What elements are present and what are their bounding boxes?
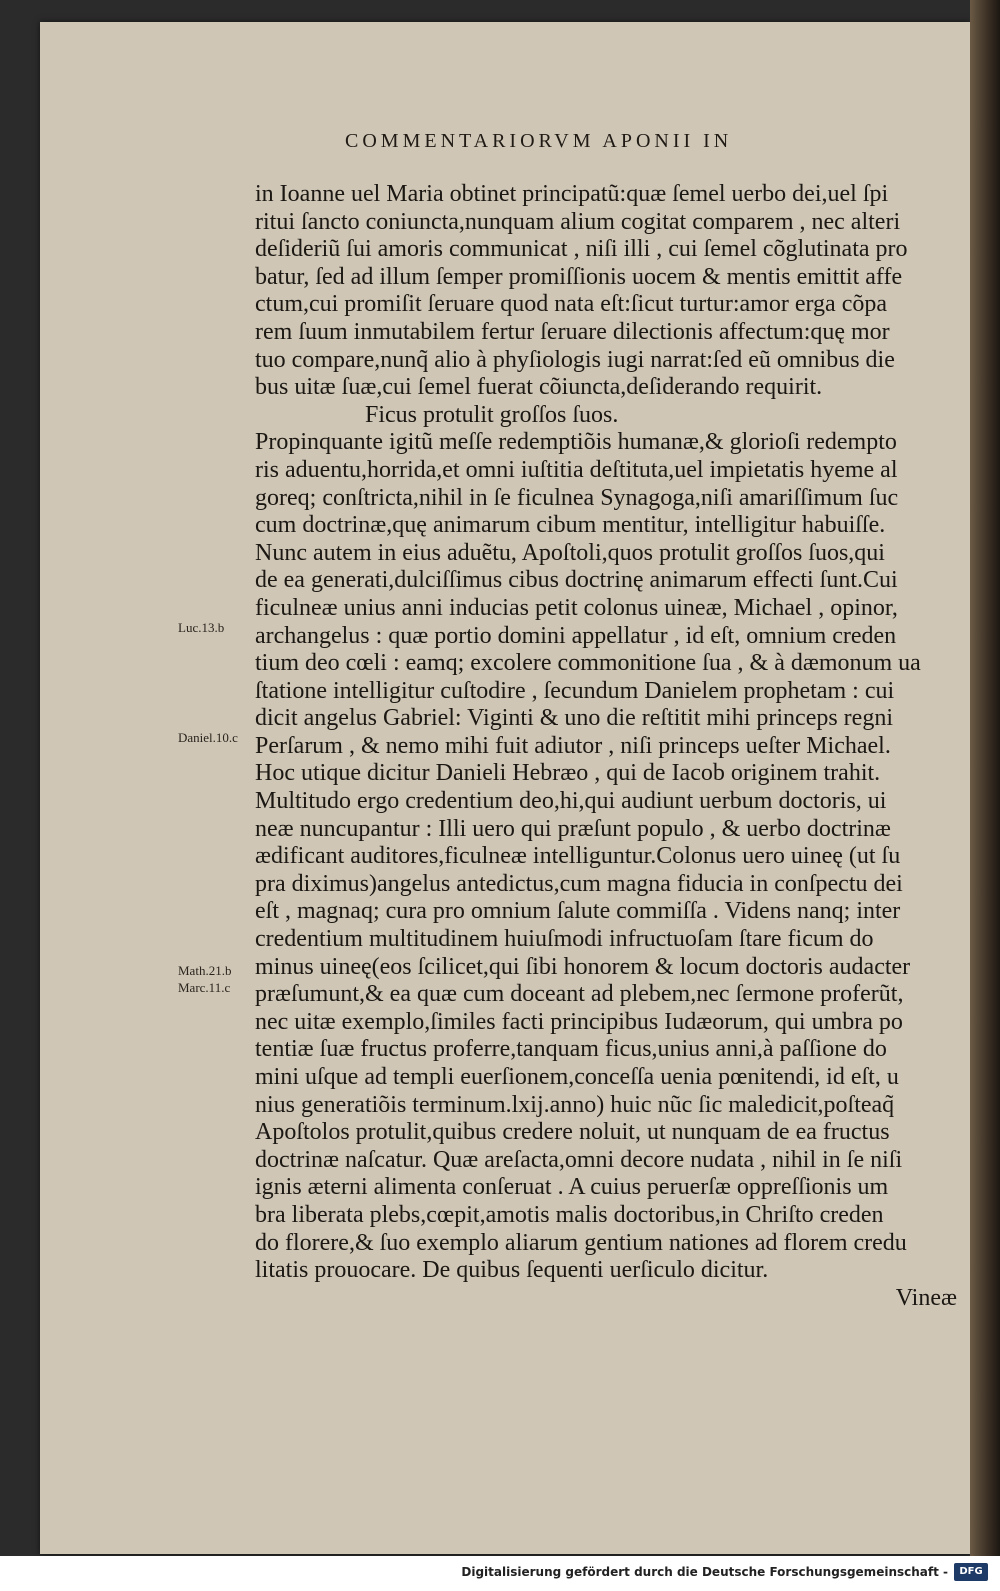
text-line: bra liberata plebs,cœpit,amotis malis doctoribus,in Chriſto creden — [255, 1201, 884, 1228]
text-line: ritui ſancto coniuncta,nunquam alium cogitat comparem , nec alteri — [255, 208, 901, 235]
text-line: Multitudo ergo credentium deo,hi,qui audiunt uerbum doctoris, ui — [255, 788, 887, 815]
text-line: præſumunt,& ea quæ cum doceant ad plebem,nec ſermone proferũt, — [255, 981, 904, 1008]
text-line: eſt , magnaq; cura pro omnium ſalute commiſſa . Videns nanq; inter — [255, 898, 901, 925]
footer-credit: Digitalisierung gefördert durch die Deutsche Forschungsgemeinschaft - — [461, 1565, 948, 1579]
margin-note-daniel: Daniel.10.c — [178, 730, 238, 745]
text-line: deſideriũ ſui amoris communicat , niſi illi , cui ſemel cõglutinata pro — [255, 236, 908, 263]
body-text — [255, 181, 967, 1312]
text-line: pra diximus)angelus antedictus,cum magna fiducia in conſpectu dei — [255, 870, 903, 897]
text-line: de ea generati,dulciſſimus cibus doctrinę animarum effecti ſunt.Cui — [255, 567, 898, 594]
text-line: bus uitæ ſuæ,cui ſemel fuerat cõiuncta,deſiderando requirit. — [255, 374, 823, 401]
text-line: ignis æterni alimenta conſeruat . A cuius peruerſæ oppreſſionis um — [255, 1174, 889, 1201]
text-line: dicit angelus Gabriel: Viginti & uno die reſtitit mihi princeps regni — [255, 705, 893, 732]
text-line: do florere,& ſuo exemplo aliarum gentium nationes ad florem credu — [255, 1229, 907, 1256]
text-line: Nunc autem in eius aduẽtu, Apoſtoli,quos protulit groſſos ſuos,qui — [255, 539, 885, 566]
text-line: batur, ſed ad illum ſemper promiſſionis uocem & mentis emittit affe — [255, 263, 903, 290]
margin-note-luke: Luc.13.b — [178, 620, 225, 635]
text-line: mini uſque ad templi euerſionem,conceſſa uenia pœnitendi, id eſt, u — [255, 1064, 899, 1090]
text-line: nec uitæ exemplo,ſimiles facti principibus Iudæorum, qui umbra po — [255, 1008, 903, 1035]
text-line: Perſarum , & nemo mihi fuit adiutor , niſi princeps ueſter Michael. — [255, 732, 891, 759]
text-line: goreq; conſtricta,nihil in ſe ficulnea Synagoga,niſi amariſſimum ſuc — [255, 484, 899, 511]
text-line: minus uineę(eos ſcilicet,qui ſibi honorem & locum doctoris audacter — [255, 953, 911, 980]
text-line: rem ſuum inmutabilem fertur ſeruare dilectionis affectum:quę mor — [255, 318, 890, 345]
text-line: tentiæ ſuæ fructus proferre,tanquam ficus,unius anni,à paſſione do — [255, 1036, 887, 1063]
text-line: nius generatiõis terminum.lxij.anno) huic nũc ſic maledicit,poſteaq̃ — [255, 1091, 895, 1118]
text-line: neæ nuncupantur : Illi uero qui præſunt populo , & uerbo doctrinæ — [255, 815, 891, 842]
text-line: ris aduentu,horrida,et omni iuſtitia deſtituta,uel impietatis hyeme al — [255, 456, 898, 483]
dfg-logo-icon: DFG — [954, 1563, 988, 1581]
text-line: ficulneæ unius anni inducias petit colonus uineæ, Michael , opinor, — [255, 594, 898, 621]
text-line: archangelus : quæ portio domini appellatur , id eſt, omnium creden — [255, 622, 897, 649]
text-line: in Ioanne uel Maria obtinet principatũ:quæ ſemel uerbo dei,uel ſpi — [255, 181, 889, 207]
section-heading: Ficus protulit groſſos ſuos. — [365, 401, 619, 428]
running-head: COMMENTARIORVM APONII IN — [345, 130, 733, 152]
text-line: credentium multitudinem huiuſmodi infructuoſam ſtare ficum do — [255, 926, 874, 953]
text-line: litatis prouocare. De quibus ſequenti uerſiculo dicitur. — [255, 1257, 769, 1284]
text-line: Propinquante igitũ meſſe redemptiõis humanæ,& glorioſi redempto — [255, 429, 897, 456]
margin-note-matthew: Math.21.b — [178, 963, 232, 978]
text-line: cum doctrinæ,quę animarum cibum mentitur, intelligitur habuiſſe. — [255, 512, 886, 539]
text-line: ctum,cui promiſit ſeruare quod nata eſt:ſicut turtur:amor erga cõpa — [255, 291, 888, 318]
text-line: Hoc utique dicitur Danieli Hebræo , qui de Iacob originem trahit. — [255, 760, 881, 787]
footer-bar — [0, 1556, 1000, 1591]
text-line: ædificant auditores,ficulneæ intelliguntur.Colonus uero uineę (ut ſu — [255, 843, 901, 870]
text-line: Apoſtolos protulit,quibus credere noluit, ut nunquam de ea fructus — [255, 1119, 890, 1146]
margin-note-mark: Marc.11.c — [178, 980, 231, 995]
catchword: Vineæ — [895, 1284, 957, 1311]
text-line: tium deo cœli : eamq; excolere commonitione ſua , & à dæmonum ua — [255, 650, 921, 677]
book-spine — [970, 0, 1000, 1556]
text-line: ſtatione intelligitur cuſtodire , ſecundum Danielem prophetam : cui — [255, 677, 895, 704]
text-line: tuo compare,nunq̃ alio à phyſiologis iugi narrat:ſed eũ omnibus die — [255, 346, 895, 373]
text-line: doctrinæ naſcatur. Quæ areſacta,omni decore nudata , nihil in ſe niſi — [255, 1146, 903, 1173]
